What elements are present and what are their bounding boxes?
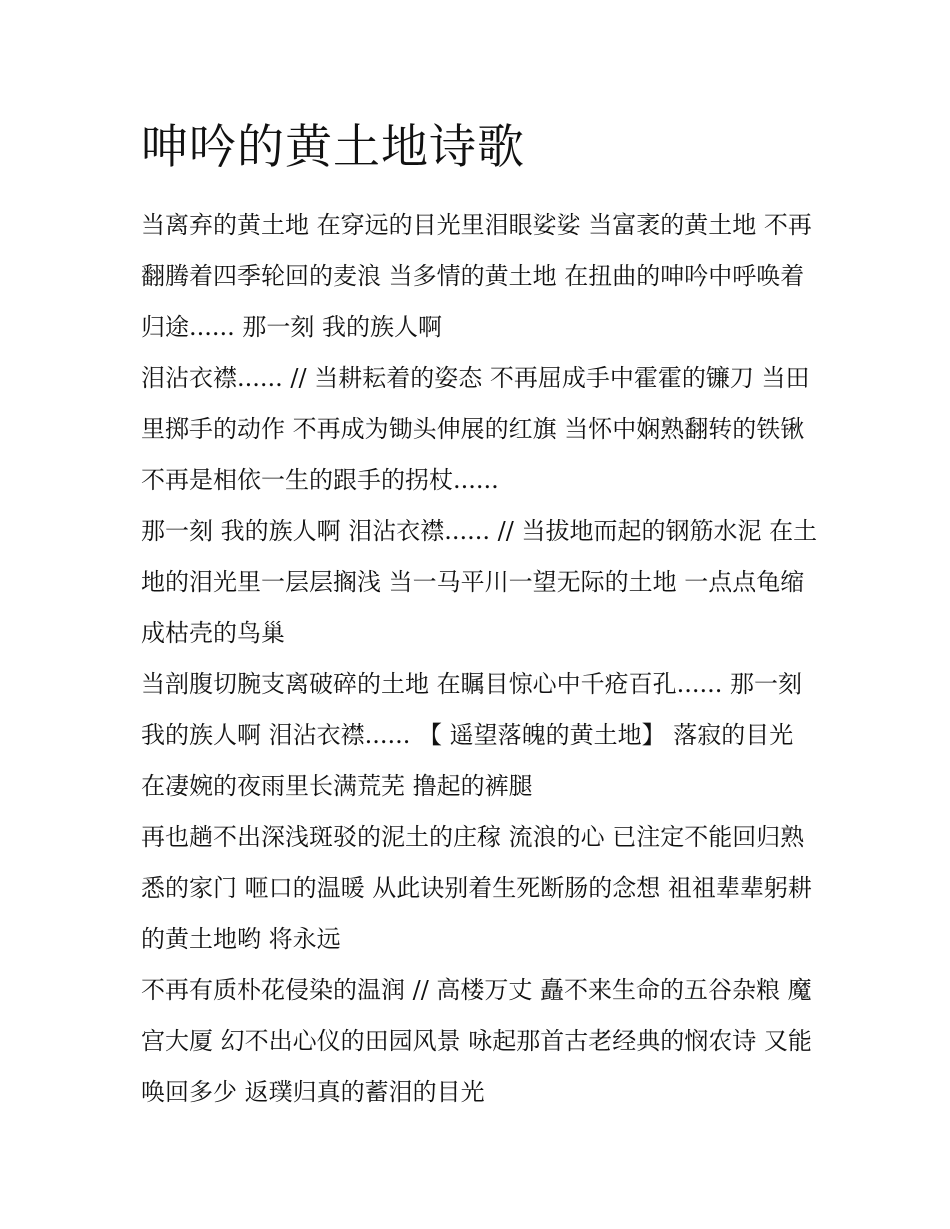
poem-paragraph-4: 当剖腹切腕支离破碎的土地 在瞩目惊心中千疮百孔...... 那一刻 我的族人啊 泪沾衣襟...... 【 遥望落魄的黄土地】 落寂的目光 在凄婉的夜雨里长满荒芜 撸起的裤腿 bbox=[141, 670, 803, 800]
poem-paragraph-6: 不再有质朴花侵染的温润 // 高楼万丈 矗不来生命的五谷杂粮 魔宫大厦 幻不出心仪的田园风景 咏起那首古老经典的悯农诗 又能唤回多少 返璞归真的蓄泪的目光 bbox=[141, 976, 812, 1106]
poem-body bbox=[141, 200, 821, 1118]
poem-paragraph-2: 泪沾衣襟...... // 当耕耘着的姿态 不再屈成手中霍霍的镰刀 当田里掷手的动作 不再成为锄头伸展的红旗 当怀中娴熟翻转的铁锹 不再是相依一生的跟手的拐杖...... bbox=[141, 364, 810, 494]
document-page bbox=[141, 118, 821, 1118]
page-title: 呻吟的黄土地诗歌 bbox=[141, 120, 525, 175]
poem-paragraph-1: 当离弃的黄土地 在穿远的目光里泪眼娑娑 当富袤的黄土地 不再翻腾着四季轮回的麦浪 当多情的黄土地 在扭曲的呻吟中呼唤着归途...... 那一刻 我的族人啊 bbox=[141, 211, 812, 341]
poem-paragraph-3: 那一刻 我的族人啊 泪沾衣襟...... // 当拔地而起的钢筋水泥 在土地的泪光里一层层搁浅 当一马平川一望无际的土地 一点点龟缩成枯壳的鸟巢 bbox=[141, 517, 818, 647]
poem-paragraph-5: 再也趟不出深浅斑驳的泥土的庄稼 流浪的心 已注定不能回归熟悉的家门 咂口的温暖 从此诀别着生死断肠的念想 祖祖辈辈躬耕的黄土地哟 将永远 bbox=[141, 823, 812, 953]
